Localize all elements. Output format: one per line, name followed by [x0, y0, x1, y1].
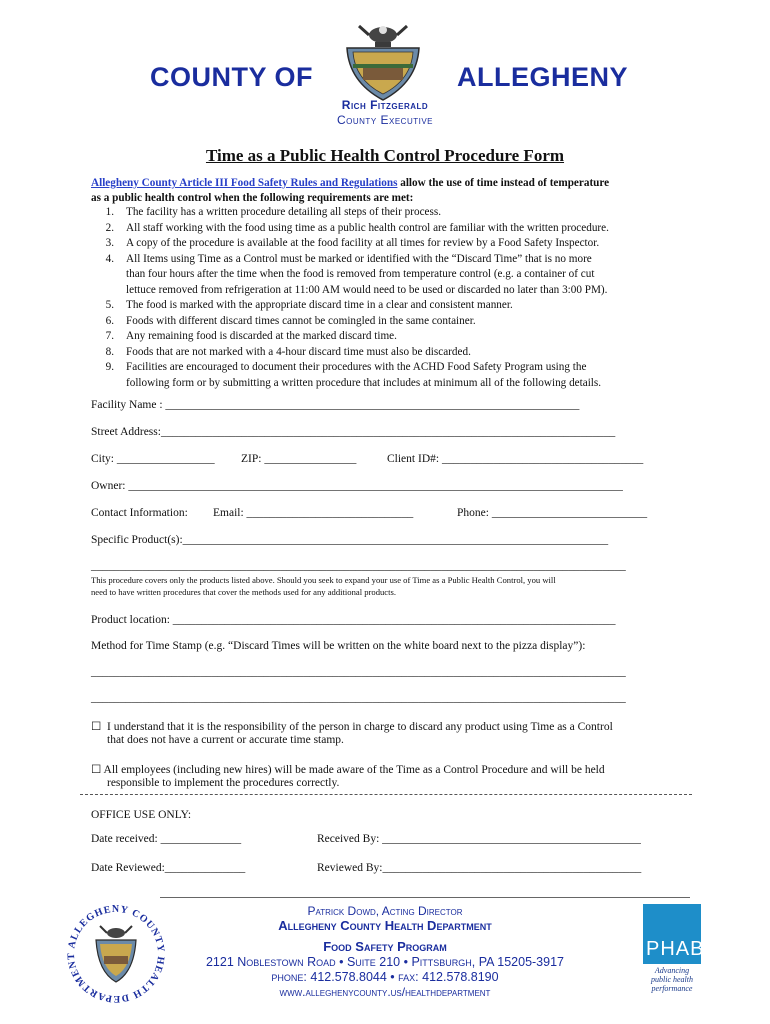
requirement-number — [90, 376, 126, 392]
zip-field[interactable]: ZIP: ________________ — [241, 453, 357, 465]
footer-department: Allegheny County Health Department — [278, 918, 492, 933]
specific-products-field[interactable]: Specific Product(s):__________________________________________________________________________ — [91, 534, 609, 546]
phab-logo — [643, 904, 705, 964]
ack-employees-checkbox[interactable]: ☐ All employees (including new hires) will be made aware of the Time as a Control Procedure and will be held — [91, 764, 605, 776]
phab-tagline-1: Advancing — [654, 966, 690, 975]
requirement-item — [90, 376, 690, 392]
office-use-heading: OFFICE USE ONLY: — [91, 809, 192, 821]
article-iii-link[interactable]: Allegheny County Article III Food Safety Rules and Regulations — [91, 177, 398, 189]
requirement-number: 2. — [105, 221, 114, 234]
requirement-number: 4. — [105, 252, 114, 265]
requirement-number — [90, 267, 126, 283]
facility-name-field[interactable]: Facility Name : ________________________________________________________________________ — [91, 399, 580, 411]
county-seal-logo — [333, 22, 433, 104]
footer-director: Patrick Dowd, Acting Director — [307, 904, 463, 918]
seal-ring-text: ALLEGHENY COUNTY HEALTH DEPARTMENT — [65, 903, 167, 1005]
requirement-number: 7. — [105, 330, 114, 342]
client-id-field[interactable]: Client ID#: ___________________________________ — [387, 453, 644, 465]
owner-field[interactable]: Owner: ______________________________________________________________________________________ — [91, 480, 623, 492]
requirement-item — [90, 360, 690, 376]
intro-text-1: allow the use of time instead of temperature — [397, 177, 610, 189]
phab-tagline — [637, 966, 707, 993]
requirement-number: 3. — [105, 237, 114, 249]
received-by-field[interactable]: Received By: _____________________________________________ — [317, 833, 641, 845]
requirements-list — [90, 205, 690, 391]
requirement-text: lettuce removed from refrigeration at 11:00 AM would need to be used or discarded no later than 3:00 PM). — [126, 283, 608, 296]
note-line-1: This procedure covers only the products listed above. Should you seek to expand your use of Time as a Public Health Control, you will — [91, 575, 556, 585]
procedure-coverage-note — [91, 574, 691, 598]
executive-title: County Executive — [336, 113, 433, 127]
requirement-text: than four hours after the time when the food is removed from temperature control (e.g. a container of cut — [126, 268, 595, 280]
requirement-item — [90, 205, 690, 221]
requirement-number: 9. — [105, 361, 114, 373]
phone-field[interactable]: Phone: ___________________________ — [457, 507, 648, 519]
requirement-number — [90, 283, 126, 299]
footer-phone-fax: phone: 412.578.8044 • fax: 412.578.8190 — [271, 970, 499, 984]
requirement-item — [90, 345, 690, 361]
reviewed-by-field[interactable]: Reviewed By:_____________________________________________ — [317, 862, 642, 874]
phab-tagline-3: performance — [651, 984, 693, 993]
requirement-item — [90, 236, 690, 252]
requirement-text: A copy of the procedure is available at the food facility at all times for review by a Food Safety Inspector. — [126, 237, 600, 249]
requirement-text: following form or by submitting a written procedure that includes at minimum all of the following details. — [126, 376, 602, 389]
requirement-text: All Items using Time as a Control must be marked or identified with the “Discard Time” that is no more — [126, 252, 592, 265]
date-received-field[interactable]: Date received: ______________ — [91, 833, 242, 845]
requirement-item — [90, 298, 690, 314]
requirement-text: Foods with different discard times cannot be comingled in the same container. — [126, 314, 476, 327]
method-line-2[interactable]: _____________________________________________________________________________________________ — [91, 692, 626, 704]
ack-responsibility-line-2: that does not have a current or accurate time stamp. — [107, 734, 344, 746]
allegheny-heading: ALLEGHENY — [457, 62, 629, 92]
executive-name: Rich Fitzgerald — [341, 98, 429, 112]
footer-website-link[interactable]: www.alleghenycounty.us/healthdepartment — [279, 985, 491, 999]
requirement-item — [90, 267, 690, 283]
city-field[interactable]: City: _________________ — [91, 453, 215, 465]
footer-divider — [160, 897, 690, 898]
requirement-item — [90, 252, 690, 268]
requirement-item — [90, 329, 690, 345]
intro-paragraph — [91, 176, 691, 206]
intro-text-2: as a public health control when the following requirements are met: — [91, 192, 414, 204]
note-line-2: need to have written procedures that cover the methods used for any additional products. — [91, 587, 396, 597]
requirement-item — [90, 314, 690, 330]
ack-employees-line-2: responsible to implement the procedures correctly. — [107, 777, 340, 789]
dashed-divider — [80, 794, 692, 795]
footer-address: 2121 Noblestown Road • Suite 210 • Pittsburgh, PA 15205-3917 — [205, 955, 564, 969]
product-location-field[interactable]: Product location: _____________________________________________________________________________ — [91, 614, 616, 626]
requirement-number: 8. — [105, 345, 114, 358]
requirement-number: 5. — [105, 299, 114, 311]
street-address-field[interactable]: Street Address:_______________________________________________________________________________ — [91, 426, 616, 438]
requirement-text: All staff working with the food using time as a public health control are familiar with the written procedure. — [126, 221, 609, 234]
method-line-1[interactable]: _____________________________________________________________________________________________ — [91, 666, 626, 678]
requirement-number: 6. — [105, 314, 114, 327]
requirement-item — [90, 221, 690, 237]
specific-products-line-2[interactable]: _____________________________________________________________________________________________ — [91, 560, 626, 572]
requirement-text: Any remaining food is discarded at the marked discard time. — [126, 330, 397, 342]
phab-logo-text: PHAB — [646, 938, 705, 960]
method-time-stamp-label: Method for Time Stamp (e.g. “Discard Times will be written on the white board next to the pizza display”): — [91, 640, 586, 652]
date-reviewed-field[interactable]: Date Reviewed:______________ — [91, 862, 246, 874]
health-department-seal-logo — [62, 900, 170, 1008]
requirement-text: The food is marked with the appropriate discard time in a clear and consistent manner. — [126, 299, 513, 311]
requirement-text: The facility has a written procedure detailing all steps of their process. — [126, 206, 442, 218]
contact-info-label: Contact Information: — [91, 507, 188, 519]
form-title: Time as a Public Health Control Procedure Form — [205, 146, 565, 165]
requirement-item — [90, 283, 690, 299]
county-of-heading: COUNTY OF — [150, 62, 314, 92]
phab-tagline-2: public health — [651, 975, 693, 984]
ack-responsibility-checkbox[interactable]: ☐ I understand that it is the responsibility of the person in charge to discard any product using Time as a Control — [91, 721, 613, 733]
requirement-text: Facilities are encouraged to document their procedures with the ACHD Food Safety Program using the — [126, 361, 587, 373]
email-field[interactable]: Email: _____________________________ — [213, 507, 414, 519]
requirement-text: Foods that are not marked with a 4-hour discard time must also be discarded. — [126, 345, 471, 358]
footer-program: Food Safety Program — [323, 939, 447, 954]
requirement-number: 1. — [105, 206, 114, 218]
